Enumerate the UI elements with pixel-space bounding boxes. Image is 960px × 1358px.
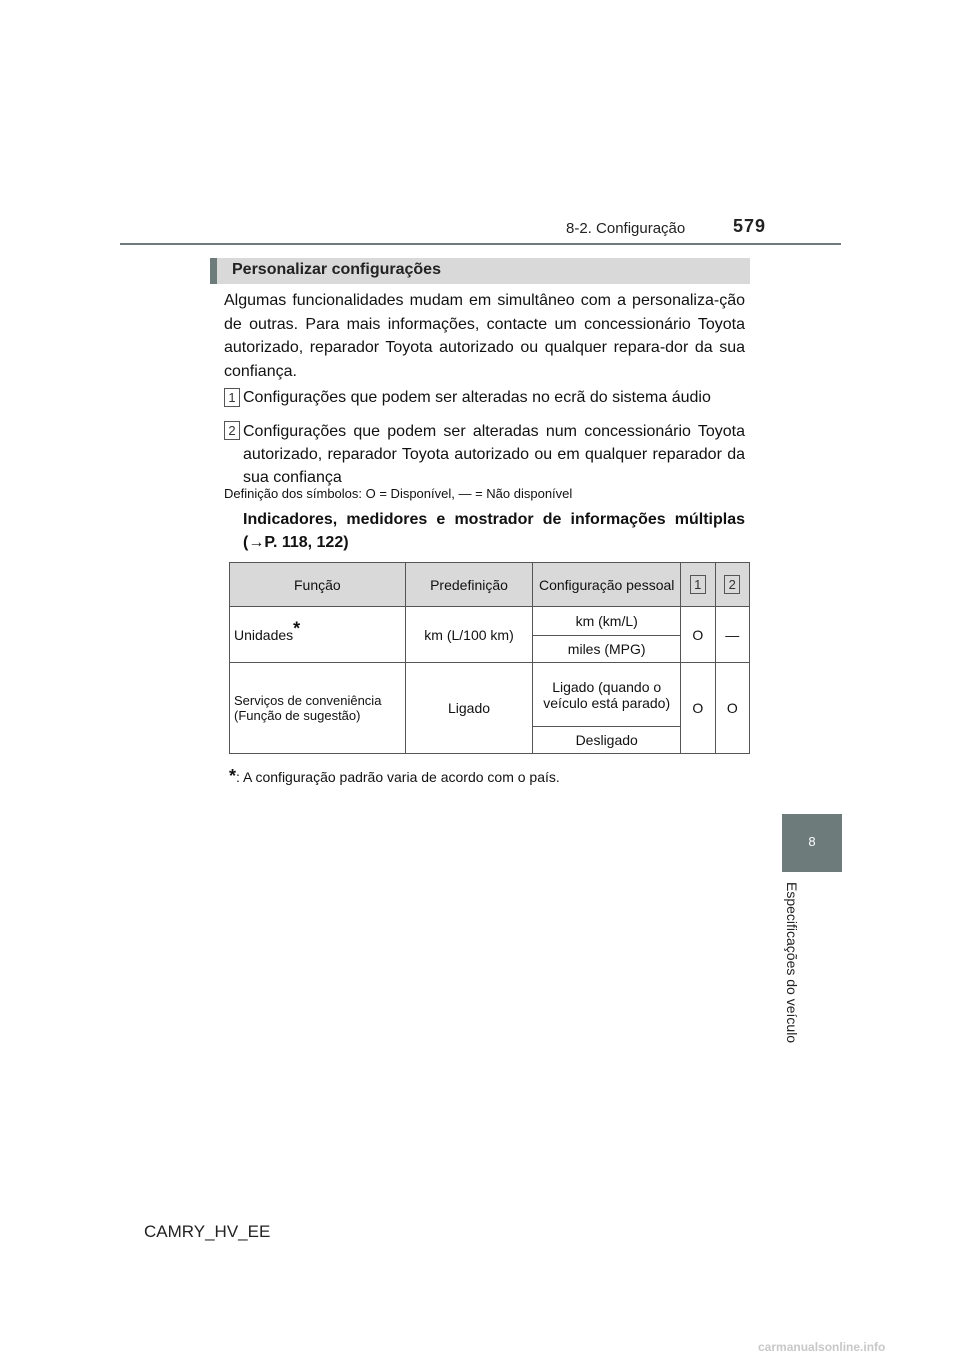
row1-default: km (L/100 km) (405, 607, 533, 663)
row1-function-label: Unidades (234, 626, 294, 643)
watermark: carmanualsonline.info (758, 1340, 886, 1354)
chapter-label: Especificações do veículo (784, 882, 800, 1044)
item-number-1: 1 (224, 388, 240, 407)
row2-option-1: Ligado (quando o veículo está parado) (533, 663, 681, 727)
row1-option-1: km (km/L) (533, 607, 681, 636)
header-default: Predefinição (405, 563, 533, 607)
item-number-2: 2 (224, 421, 240, 440)
row2-option-2: Desligado (533, 727, 681, 754)
table-header-row (230, 563, 750, 607)
section-bar (210, 258, 750, 284)
row1-col2: — (715, 607, 749, 663)
row1-function (230, 607, 406, 663)
footnote-text: : A configuração padrão varia de acordo com o país. (236, 769, 560, 785)
header-col-1 (681, 563, 715, 607)
settings-table (229, 562, 750, 754)
row2-function: Serviços de conveniência (Função de sugestão) (230, 663, 406, 754)
subheading: Indicadores, medidores e mostrador de informações múltiplas (→P. 118, 122) (243, 511, 745, 551)
header-rule (120, 243, 841, 245)
header-col-1-number: 1 (690, 575, 706, 594)
table-row (230, 663, 750, 727)
header-personal: Configuração pessoal (533, 563, 681, 607)
chapter-number: 8 (808, 834, 816, 849)
page-number: 579 (733, 216, 767, 236)
header-col-2-number: 2 (724, 575, 740, 594)
footnote-asterisk: * (229, 766, 237, 786)
table-row (230, 607, 750, 636)
item-text-1: Configurações que podem ser alteradas no ecrã do sistema áudio (243, 389, 711, 406)
item-text-2: Configurações que podem ser alteradas num concessionário Toyota autorizado, reparador Toyota autorizado ou em qualquer reparador da sua confiança (243, 423, 745, 486)
header-section: 8-2. Configuração (566, 220, 686, 237)
row1-option-2: miles (MPG) (533, 636, 681, 663)
chapter-tab (782, 814, 842, 872)
footnote (229, 766, 560, 787)
intro-paragraph: Algumas funcionalidades mudam em simultâneo com a personaliza-ção de outras. Para mais informações, contacte um concessionário Toyota autorizado, reparador Toyota autorizado ou qualquer repara-dor da sua confiança. (224, 292, 745, 380)
row2-col1: O (681, 663, 715, 754)
section-title: Personalizar configurações (232, 261, 441, 278)
header-function: Função (230, 563, 406, 607)
symbol-definition: Definição dos símbolos: O = Disponível, — = Não disponível (224, 486, 573, 501)
row2-default: Ligado (405, 663, 533, 754)
row1-asterisk: * (293, 617, 301, 638)
header-col-2 (715, 563, 749, 607)
row1-col1: O (681, 607, 715, 663)
footer-code: CAMRY_HV_EE (144, 1222, 271, 1241)
row2-col2: O (715, 663, 749, 754)
